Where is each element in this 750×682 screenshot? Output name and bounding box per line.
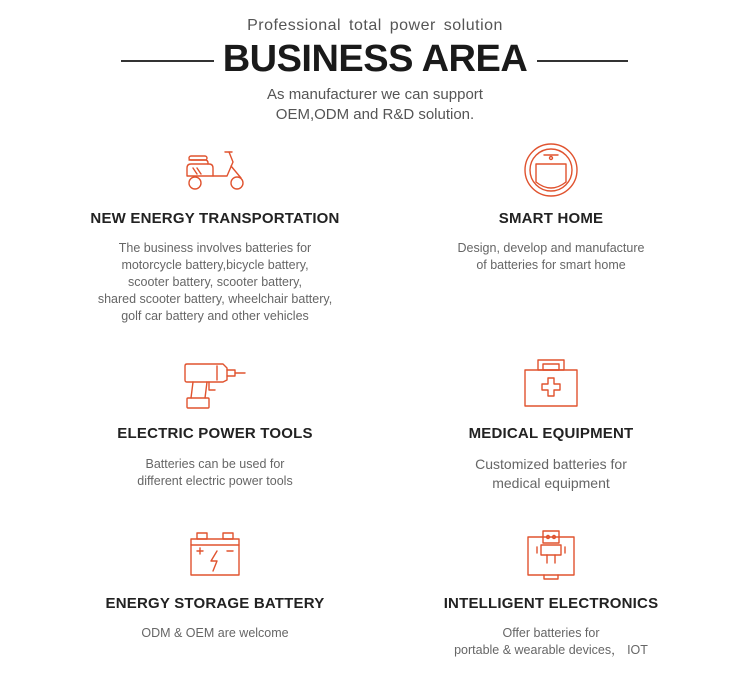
area-description (45, 240, 385, 325)
area-description (45, 456, 385, 490)
battery-icon (189, 529, 241, 577)
description-line: ODM & OEM are welcome (141, 626, 289, 640)
area-title: ENERGY STORAGE BATTERY (105, 595, 325, 612)
area-card-transportation (45, 140, 385, 330)
description-line: Offer batteries for (502, 626, 600, 640)
area-description (45, 625, 385, 642)
description-line: Batteries can be used for (145, 457, 285, 471)
area-description (381, 240, 721, 274)
page-title: BUSINESS AREA (222, 38, 528, 80)
robot-monitor-icon (526, 527, 576, 581)
area-description (381, 625, 721, 659)
area-card-medical (381, 355, 721, 505)
description-line: different electric power tools (137, 474, 293, 488)
intro-line-2: OEM,ODM and R&D solution. (275, 106, 475, 123)
area-title: NEW ENERGY TRANSPORTATION (90, 210, 340, 227)
power-drill-icon (183, 358, 247, 410)
area-card-power-tools (45, 355, 385, 505)
description-line: portable & wearable devices， IOT (454, 643, 648, 657)
area-card-intelligent-electronics (381, 525, 721, 665)
area-title: INTELLIGENT ELECTRONICS (443, 595, 659, 612)
kicker-text: Professional total power solution (247, 17, 503, 34)
description-line: motorcycle battery,bicycle battery, (121, 258, 309, 272)
description-line: medical equipment (492, 475, 610, 491)
description-line: Design, develop and manufacture (457, 241, 645, 255)
intro-line-1: As manufacturer we can support (267, 86, 483, 103)
medical-kit-icon (523, 358, 579, 408)
robot-vacuum-icon (522, 142, 580, 198)
intro-text (0, 85, 750, 125)
description-line: golf car battery and other vehicles (121, 309, 309, 323)
area-description (381, 455, 721, 493)
title-rule-right (537, 60, 628, 62)
area-card-smart-home (381, 140, 721, 330)
description-line: Customized batteries for (475, 456, 627, 472)
area-title: SMART HOME (498, 210, 604, 227)
area-title: ELECTRIC POWER TOOLS (117, 425, 313, 442)
description-line: shared scooter battery, wheelchair battery, (97, 292, 333, 306)
description-line: The business involves batteries for (118, 241, 312, 255)
area-title: MEDICAL EQUIPMENT (468, 425, 634, 442)
area-card-energy-storage (45, 525, 385, 655)
description-line: scooter battery, scooter battery, (128, 275, 302, 289)
description-line: of batteries for smart home (476, 258, 626, 272)
scooter-icon (183, 148, 247, 192)
